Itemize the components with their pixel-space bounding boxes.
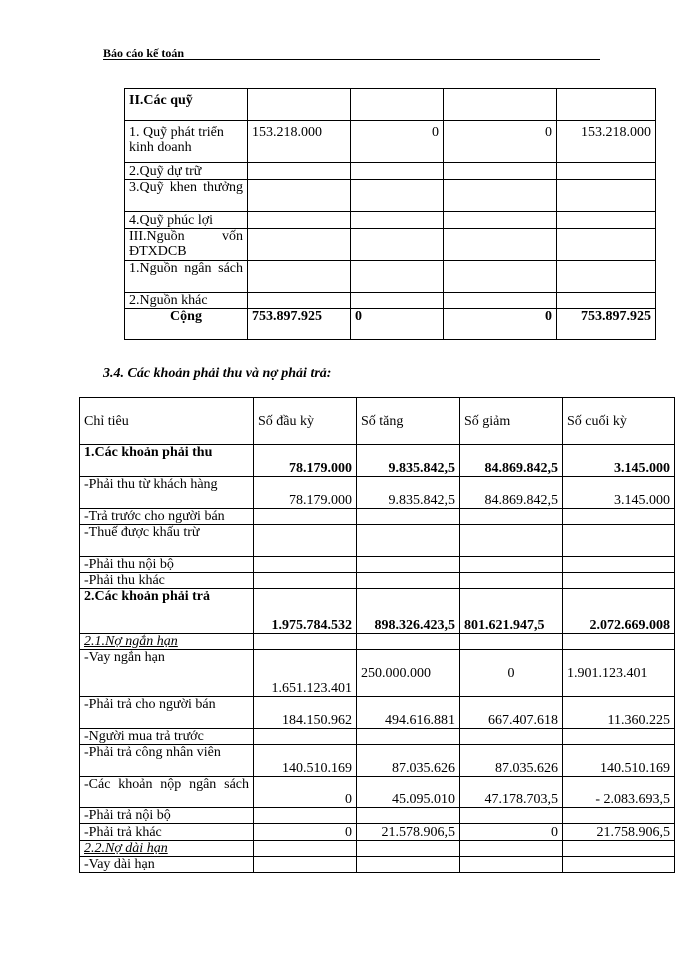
- table-row: [80, 634, 675, 650]
- cell-value: 0: [444, 121, 557, 163]
- table-row: [80, 824, 675, 841]
- cell-value: 801.621.947,5: [460, 589, 563, 634]
- cell-value: 78.179.000: [254, 445, 357, 477]
- col-header: Số cuối kỳ: [563, 398, 675, 445]
- cell-value: 11.360.225: [563, 697, 675, 729]
- table-row: [125, 309, 656, 340]
- cell-value: 84.869.842,5: [460, 445, 563, 477]
- table-row: [80, 729, 675, 745]
- cell-value: 45.095.010: [357, 777, 460, 808]
- cell-value: 9.835.842,5: [357, 445, 460, 477]
- section-title: 3.4. Các khoản phải thu và nợ phải trả:: [103, 366, 332, 381]
- row-label: III.Nguồn vốn ĐTXDCB: [125, 229, 248, 261]
- table-row: [125, 229, 656, 261]
- row-label: -Phải thu khác: [80, 573, 254, 589]
- col-header: Số giảm: [460, 398, 563, 445]
- table-row: [80, 477, 675, 509]
- table-row: [80, 841, 675, 857]
- cell-value: 9.835.842,5: [357, 477, 460, 509]
- row-label: 2.1.Nợ ngắn hạn: [80, 634, 254, 650]
- cell-value: 0: [460, 824, 563, 841]
- table-row: [80, 745, 675, 777]
- row-label: 1. Quỹ phát triển kinh doanh: [125, 121, 248, 163]
- row-label: -Vay ngắn hạn: [80, 650, 254, 697]
- cell-value: 2.072.669.008: [563, 589, 675, 634]
- report-header: Báo cáo kế toán: [103, 46, 184, 60]
- cell-value: 78.179.000: [254, 477, 357, 509]
- cell-value: 21.758.906,5: [563, 824, 675, 841]
- cell-value: 494.616.881: [357, 697, 460, 729]
- table-row: [125, 89, 656, 121]
- table-row: [125, 180, 656, 212]
- cell-value: 0: [444, 309, 557, 340]
- table-row: [80, 445, 675, 477]
- cell-value: 140.510.169: [254, 745, 357, 777]
- total-label: Cộng: [125, 309, 248, 340]
- table-row: [80, 573, 675, 589]
- table-row: [125, 121, 656, 163]
- cell-value: 0: [351, 309, 444, 340]
- cell-value: 21.578.906,5: [357, 824, 460, 841]
- row-label: 2.2.Nợ dài hạn: [80, 841, 254, 857]
- row-label: 2.Các khoản phải trả: [80, 589, 254, 634]
- cell-value: 753.897.925: [557, 309, 656, 340]
- table-row: [80, 777, 675, 808]
- cell-value: 153.218.000: [248, 121, 351, 163]
- table-row: [80, 509, 675, 525]
- row-label: -Trả trước cho người bán: [80, 509, 254, 525]
- row-label: 1.Nguồn ngân sách: [125, 261, 248, 293]
- cell-value: 87.035.626: [460, 745, 563, 777]
- row-label: -Phải thu nội bộ: [80, 557, 254, 573]
- table-row: [80, 650, 675, 697]
- cell-value: 0: [254, 777, 357, 808]
- cell-value: 84.869.842,5: [460, 477, 563, 509]
- cell-value: 1.975.784.532: [254, 589, 357, 634]
- row-label: -Vay dài hạn: [80, 857, 254, 873]
- cell-value: 3.145.000: [563, 445, 675, 477]
- row-label: -Phải trả công nhân viên: [80, 745, 254, 777]
- cell-value: 898.326.423,5: [357, 589, 460, 634]
- cell-value: - 2.083.693,5: [563, 777, 675, 808]
- row-label: -Các khoản nộp ngân sách: [80, 777, 254, 808]
- table-row: [125, 212, 656, 229]
- cell-value: 0: [351, 121, 444, 163]
- row-label: -Phải trả nội bộ: [80, 808, 254, 824]
- table-row: [80, 697, 675, 729]
- row-label: 2.Quỹ dự trữ: [125, 163, 248, 180]
- cell-value: 0: [254, 824, 357, 841]
- row-label: -Thuế được khấu trừ: [80, 525, 254, 557]
- row-label: 1.Các khoản phải thu: [80, 445, 254, 477]
- cell-value: 184.150.962: [254, 697, 357, 729]
- cell-value: 87.035.626: [357, 745, 460, 777]
- row-label: 4.Quỹ phúc lợi: [125, 212, 248, 229]
- col-header: Số đầu kỳ: [254, 398, 357, 445]
- cell-value: 47.178.703,5: [460, 777, 563, 808]
- funds-table: [124, 88, 656, 340]
- receivables-payables-table: [79, 397, 675, 873]
- table-header-row: [80, 398, 675, 445]
- table-row: [80, 589, 675, 634]
- col-header: Chỉ tiêu: [80, 398, 254, 445]
- header-rule: [103, 59, 600, 60]
- table-row: [125, 163, 656, 180]
- cell-value: 140.510.169: [563, 745, 675, 777]
- table-row: [80, 557, 675, 573]
- row-label: 2.Nguồn khác: [125, 293, 248, 309]
- cell-value: 3.145.000: [563, 477, 675, 509]
- cell-value: 250.000.000: [357, 650, 460, 697]
- row-label: -Người mua trả trước: [80, 729, 254, 745]
- table-row: [80, 857, 675, 873]
- cell-value: 153.218.000: [557, 121, 656, 163]
- table-row: [80, 808, 675, 824]
- table-row: [125, 293, 656, 309]
- row-label: -Phải thu từ khách hàng: [80, 477, 254, 509]
- row-label: II.Các quỹ: [125, 89, 248, 121]
- table-row: [125, 261, 656, 293]
- row-label: 3.Quỹ khen thưởng: [125, 180, 248, 212]
- row-label: -Phải trả khác: [80, 824, 254, 841]
- cell-value: 1.651.123.401: [254, 650, 357, 697]
- cell-value: 0: [460, 650, 563, 697]
- row-label: -Phải trả cho người bán: [80, 697, 254, 729]
- cell-value: 753.897.925: [248, 309, 351, 340]
- cell-value: 1.901.123.401: [563, 650, 675, 697]
- col-header: Số tăng: [357, 398, 460, 445]
- table-row: [80, 525, 675, 557]
- cell-value: 667.407.618: [460, 697, 563, 729]
